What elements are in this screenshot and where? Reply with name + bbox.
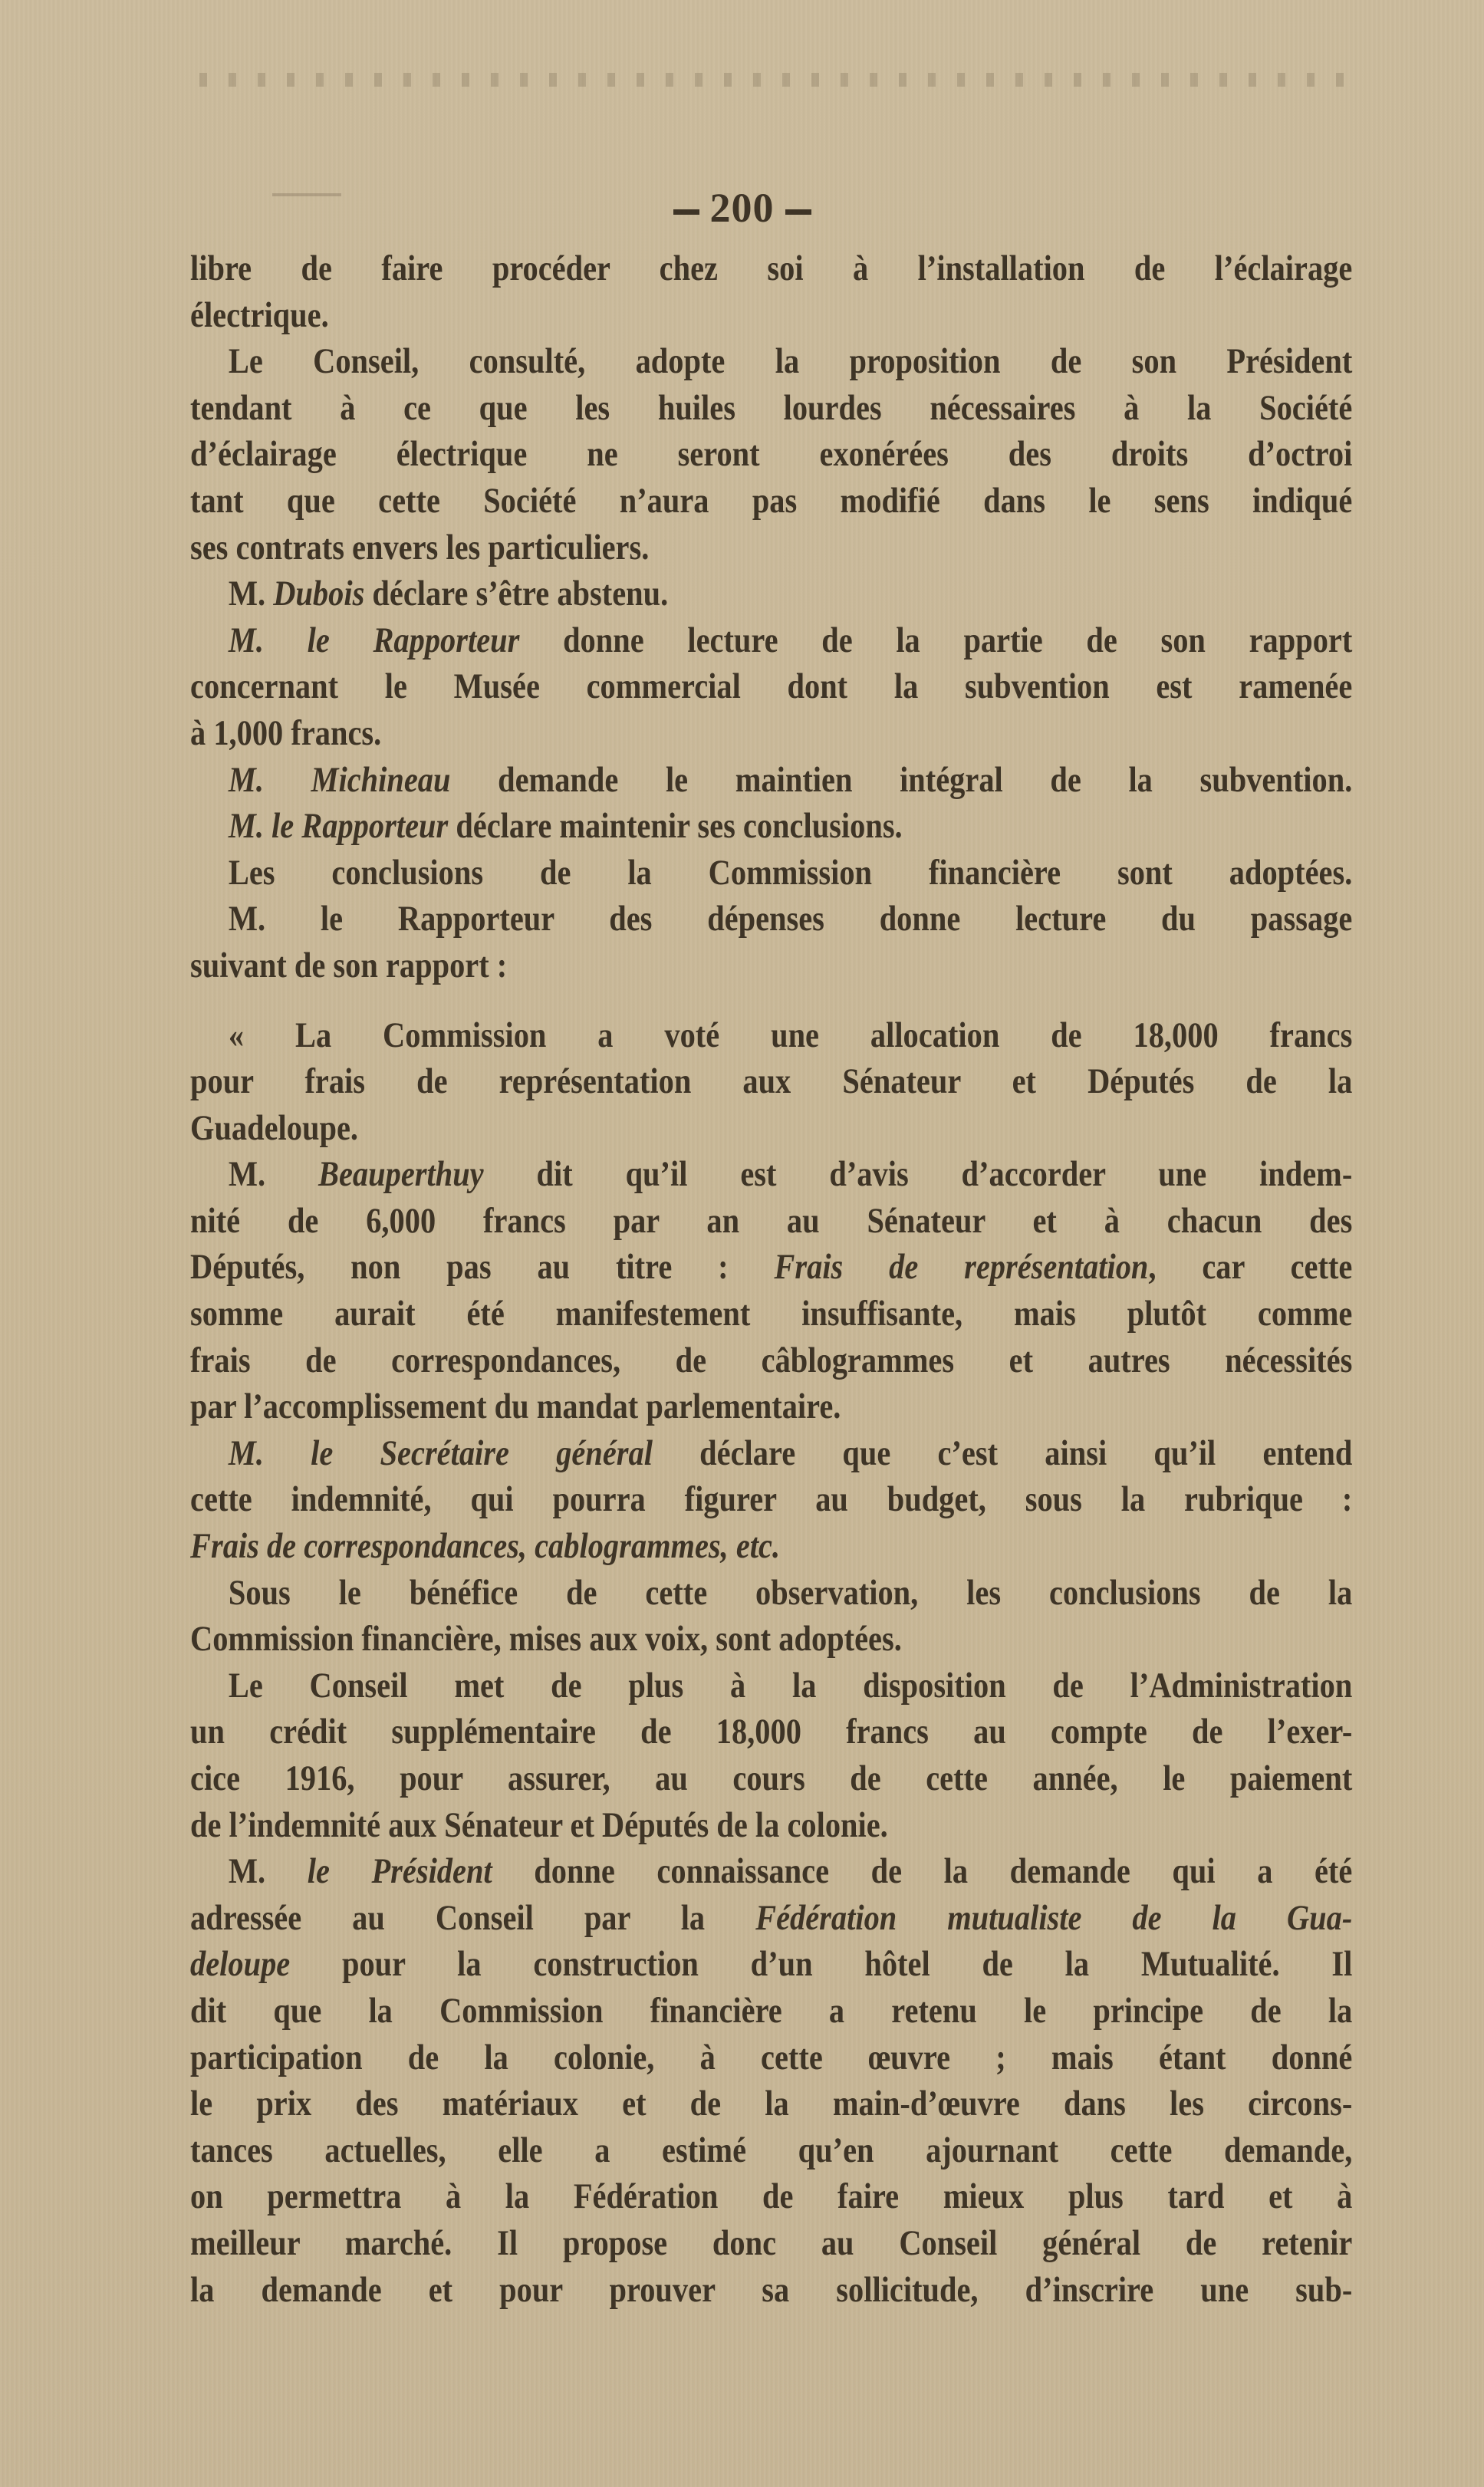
text-segment: ses contrats envers les particuliers. xyxy=(190,527,650,567)
text-segment: frais de correspondances, de câblogrammes et autres nécessités xyxy=(190,1340,1353,1380)
text-line xyxy=(190,1523,1352,1570)
text-line xyxy=(190,2127,1352,2174)
text-segment: le prix des matériaux et de la main-d’œuvre dans les circons- xyxy=(190,2084,1353,2124)
text-segment: donne connaissance de la demande qui a été xyxy=(492,1851,1353,1892)
text-segment: Les conclusions de la Commission financière sont adoptées. xyxy=(228,852,1353,893)
text-line xyxy=(190,1058,1352,1105)
text-segment: un crédit supplémentaire de 18,000 francs au compte de l’exer- xyxy=(190,1712,1353,1752)
page-number-value: 200 xyxy=(709,185,775,231)
text-segment: donne lecture de la partie de son rapport xyxy=(519,620,1353,660)
dash-left xyxy=(673,209,699,215)
text-line xyxy=(190,338,1352,385)
text-line xyxy=(190,942,1352,989)
text-segment: dit qu’il est d’avis d’accorder une indem- xyxy=(483,1154,1353,1195)
text-segment: Députés, non pas au titre : xyxy=(190,1247,775,1288)
text-line xyxy=(190,1988,1352,2035)
text-line xyxy=(190,1570,1352,1617)
italic-segment: Frais de représentation xyxy=(774,1247,1149,1288)
text-segment: « La Commission a voté une allocation de 18,000 francs xyxy=(228,1015,1353,1055)
text-line xyxy=(190,1012,1352,1059)
text-line xyxy=(190,1755,1352,1802)
text-segment: tendant à ce que les huiles lourdes nécessaires à la Société xyxy=(190,387,1353,428)
text-line xyxy=(190,1616,1352,1663)
text-segment: adressée au Conseil par la xyxy=(190,1897,756,1938)
text-line xyxy=(190,1802,1352,1849)
text-segment: d’éclairage électrique ne seront exonérées des droits d’octroi xyxy=(190,434,1353,475)
italic-segment: Fédération mutualiste de la Gua- xyxy=(755,1897,1353,1938)
text-segment: électrique. xyxy=(190,294,329,335)
text-line xyxy=(190,803,1352,850)
text-line xyxy=(190,1895,1352,1942)
text-segment: cette indemnité, qui pourra figurer au budget, sous la rubrique : xyxy=(190,1479,1353,1520)
text-line xyxy=(190,2173,1352,2220)
text-segment: libre de faire procéder chez soi à l’installation de l’éclairage xyxy=(190,248,1353,288)
italic-segment: M. le Secrétaire général xyxy=(228,1433,653,1473)
italic-segment: M. le Rapporteur xyxy=(228,806,449,847)
text-segment: M. xyxy=(228,1851,308,1892)
text-segment: Sous le bénéfice de cette observation, les conclusions de la xyxy=(228,1572,1353,1613)
text-line xyxy=(190,1198,1352,1245)
text-line xyxy=(190,850,1352,896)
text-segment: M. le Rapporteur des dépenses donne lecture du passage xyxy=(228,899,1353,939)
italic-segment: Frais de correspondances, cablogrammes, etc. xyxy=(190,1526,781,1567)
text-line xyxy=(190,431,1352,478)
text-line xyxy=(190,1709,1352,1755)
text-line xyxy=(190,1848,1352,1895)
text-segment: déclare maintenir ses conclusions. xyxy=(448,806,903,847)
text-segment: Le Conseil, consulté, adopte la proposition de son Président xyxy=(228,341,1353,382)
text-line xyxy=(190,1244,1352,1291)
page-number xyxy=(0,184,1484,232)
text-line xyxy=(190,617,1352,664)
faded-bleedthrough-marks xyxy=(199,73,1350,87)
text-line xyxy=(190,1291,1352,1337)
text-segment: participation de la colonie, à cette œuvre ; mais étant donné xyxy=(190,2037,1353,2077)
text-line xyxy=(190,1105,1352,1152)
text-line xyxy=(190,571,1352,617)
text-line xyxy=(190,710,1352,757)
text-line xyxy=(190,2220,1352,2267)
text-segment: dit que la Commission financière a retenu le principe de la xyxy=(190,1990,1353,2031)
text-line xyxy=(190,896,1352,942)
text-segment: déclare que c’est ainsi qu’il entend xyxy=(652,1433,1353,1473)
italic-segment: M. le Rapporteur xyxy=(228,620,520,660)
text-segment: Guadeloupe. xyxy=(190,1107,359,1148)
text-line xyxy=(190,1383,1352,1430)
text-line xyxy=(190,1337,1352,1384)
text-segment: déclare s’être abstenu. xyxy=(364,574,669,614)
text-segment: à 1,000 francs. xyxy=(190,712,382,753)
italic-segment: le Président xyxy=(307,1851,492,1892)
dash-right xyxy=(785,209,811,215)
text-line xyxy=(190,757,1352,804)
text-segment: somme aurait été manifestement insuffisante, mais plutôt comme xyxy=(190,1294,1353,1334)
text-line xyxy=(190,385,1352,432)
text-line xyxy=(190,663,1352,710)
text-segment: pour frais de représentation aux Sénateur et Députés de la xyxy=(190,1061,1353,1102)
text-segment: nité de 6,000 francs par an au Sénateur et à chacun des xyxy=(190,1200,1353,1241)
text-segment: concernant le Musée commercial dont la subvention est ramenée xyxy=(190,666,1353,707)
body-text xyxy=(190,245,1352,2313)
text-segment: cice 1916, pour assurer, au cours de cette année, le paiement xyxy=(190,1758,1353,1798)
text-segment: on permettra à la Fédération de faire mieux plus tard et à xyxy=(190,2176,1353,2217)
text-segment: M. xyxy=(228,1154,319,1195)
text-line xyxy=(190,2267,1352,2314)
text-segment: , car cette xyxy=(1148,1247,1353,1288)
text-segment: de l’indemnité aux Sénateur et Députés de la colonie. xyxy=(190,1804,888,1845)
text-segment: pour la construction d’un hôtel de la Mutualité. Il xyxy=(290,1944,1353,1985)
text-segment: demande le maintien intégral de la subvention. xyxy=(450,759,1353,800)
text-segment: la demande et pour prouver sa sollicitude, d’inscrire une sub- xyxy=(190,2269,1353,2310)
text-segment: meilleur marché. Il propose donc au Conseil général de retenir xyxy=(190,2222,1353,2263)
italic-segment: M. Michineau xyxy=(228,759,451,800)
text-line xyxy=(190,478,1352,525)
italic-segment: Dubois xyxy=(273,574,365,614)
text-segment: Commission financière, mises aux voix, sont adoptées. xyxy=(190,1619,902,1660)
text-segment: par l’accomplissement du mandat parlementaire. xyxy=(190,1387,841,1427)
text-line xyxy=(190,1430,1352,1477)
text-line xyxy=(190,2081,1352,2127)
text-segment: suivant de son rapport : xyxy=(190,945,508,985)
italic-segment: deloupe xyxy=(190,1944,291,1985)
italic-segment: Beauperthuy xyxy=(318,1154,484,1195)
text-line xyxy=(190,2035,1352,2081)
text-line xyxy=(190,525,1352,571)
text-segment: tances actuelles, elle a estimé qu’en ajournant cette demande, xyxy=(190,2130,1353,2170)
text-segment: M. xyxy=(228,574,274,614)
text-line xyxy=(190,292,1352,339)
text-line xyxy=(190,1941,1352,1988)
text-line xyxy=(190,1663,1352,1709)
text-segment: Le Conseil met de plus à la disposition de l’Administration xyxy=(228,1665,1353,1706)
text-line xyxy=(190,1151,1352,1198)
text-line xyxy=(190,245,1352,292)
text-segment: tant que cette Société n’aura pas modifié dans le sens indiqué xyxy=(190,480,1353,521)
text-line xyxy=(190,1476,1352,1523)
